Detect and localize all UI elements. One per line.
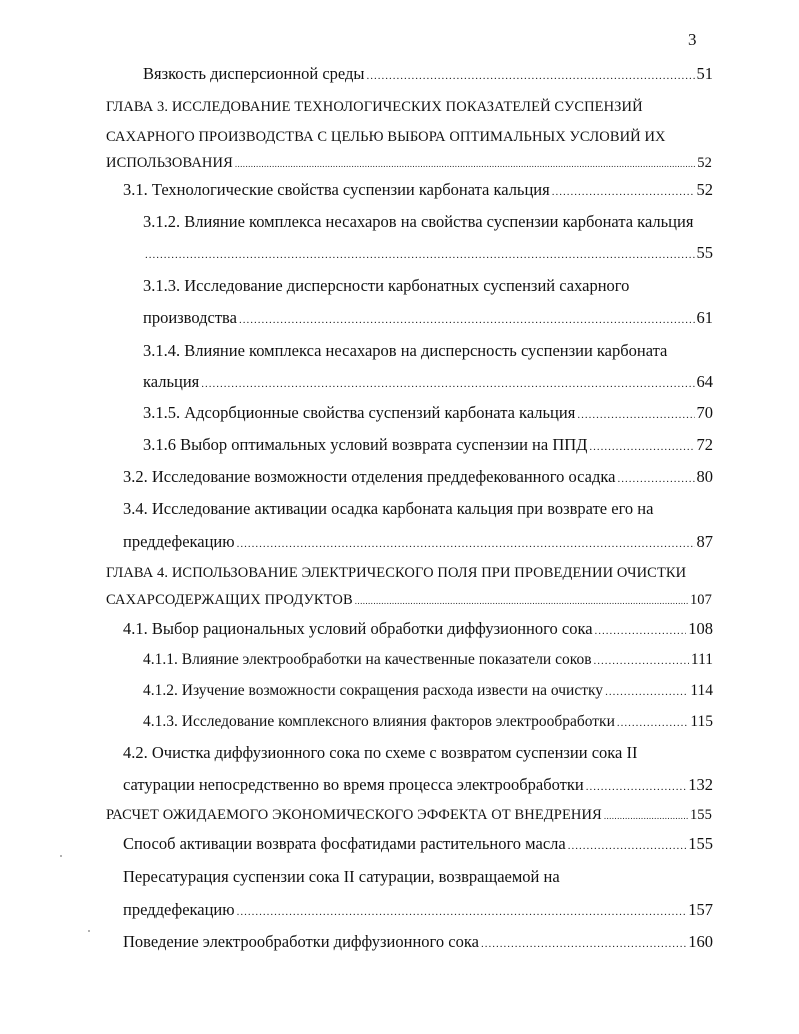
toc-entry-page: 115	[690, 713, 713, 730]
toc-entry-chapter-4	[106, 590, 712, 612]
dot-leader	[595, 621, 687, 641]
toc-entry-page: 114	[690, 682, 713, 699]
toc-entry-title: ИСПОЛЬЗОВАНИЯ	[106, 155, 233, 171]
toc-entry-page: 108	[688, 619, 713, 638]
dot-leader	[145, 245, 695, 265]
toc-chapter-3-line-1: ГЛАВА 3. ИССЛЕДОВАНИЕ ТЕХНОЛОГИЧЕСКИХ ПОКАЗАТЕЛЕЙ СУСПЕНЗИЙ	[106, 99, 643, 115]
dot-leader	[201, 374, 694, 394]
toc-entry-title: Вязкость дисперсионной среды	[143, 64, 365, 83]
toc-entry-title: 3.1.6 Выбор оптимальных условий возврата суспензии на ППД	[143, 435, 588, 454]
toc-entry-title: 4.1. Выбор рациональных условий обработки диффузионного сока	[123, 619, 593, 638]
toc-entry-page: 64	[696, 372, 713, 391]
toc-entry-page: 160	[688, 932, 713, 951]
scan-speck	[60, 855, 62, 857]
toc-entry-page: 52	[697, 155, 712, 171]
dot-leader	[604, 806, 688, 826]
toc-entry-4-1-3	[143, 712, 713, 734]
dot-leader	[235, 154, 695, 174]
dot-leader	[237, 534, 695, 554]
toc-entry-page: 107	[689, 592, 712, 608]
dot-leader	[594, 651, 689, 671]
toc-entry-electro-treatment	[123, 932, 713, 954]
toc-entry-activation-method	[123, 834, 713, 856]
toc-entry-title: преддефекацию	[123, 900, 235, 919]
toc-entry-3-4	[123, 532, 713, 554]
toc-entry-3-4-line-1: 3.4. Исследование активации осадка карбоната кальция при возврате его на	[123, 499, 654, 518]
scan-speck	[88, 930, 90, 932]
dot-leader	[367, 66, 695, 86]
toc-chapter-4-line-1: ГЛАВА 4. ИСПОЛЬЗОВАНИЕ ЭЛЕКТРИЧЕСКОГО ПОЛЯ ПРИ ПРОВЕДЕНИИ ОЧИСТКИ	[106, 565, 687, 581]
toc-entry-page: 157	[688, 900, 713, 919]
toc-chapter-3-line-2: САХАРНОГО ПРОИЗВОДСТВА С ЦЕЛЬЮ ВЫБОРА ОПТИМАЛЬНЫХ УСЛОВИЙ ИХ	[106, 129, 666, 145]
toc-entry-title: 3.1. Технологические свойства суспензии карбоната кальция	[123, 180, 550, 199]
toc-entry-4-1	[123, 619, 713, 641]
toc-entry-chapter-3	[106, 153, 712, 175]
toc-entry-4-1-1	[143, 650, 713, 672]
dot-leader	[589, 437, 694, 457]
toc-entry-title: 4.1.3. Исследование комплексного влияния факторов электрообработки	[143, 713, 615, 730]
toc-entry-4-2-line-1: 4.2. Очистка диффузионного сока по схеме с возвратом суспензии сока II	[123, 743, 638, 762]
toc-entry-3-1	[123, 180, 713, 202]
toc-entry-title: 3.1.5. Адсорбционные свойства суспензий карбоната кальция	[143, 403, 576, 422]
toc-entry-page: 80	[696, 467, 713, 486]
dot-leader	[355, 591, 688, 611]
toc-entry-3-1-3	[143, 308, 713, 330]
toc-entry-title: кальция	[143, 372, 200, 391]
toc-entry-title: 3.2. Исследование возможности отделения преддефекованного осадка	[123, 467, 616, 486]
toc-entry-page: 132	[688, 775, 713, 794]
toc-entry-title: 4.1.1. Влияние электрообработки на качественные показатели соков	[143, 651, 592, 668]
toc-entry-4-2	[123, 775, 713, 797]
toc-entry-3-1-4-line-1: 3.1.4. Влияние комплекса несахаров на дисперсность суспензии карбоната	[143, 341, 668, 360]
dot-leader	[605, 682, 688, 702]
page-number: 3	[688, 30, 697, 49]
dot-leader	[617, 469, 694, 489]
toc-entry-title: 4.1.2. Изучение возможности сокращения расхода извести на очистку	[143, 682, 604, 699]
dot-leader	[568, 836, 687, 856]
dot-leader	[237, 902, 687, 922]
dot-leader	[617, 713, 688, 733]
toc-entry-3-1-3-line-1: 3.1.3. Исследование дисперсности карбонатных суспензий сахарного	[143, 276, 630, 295]
toc-entry-page: 155	[689, 807, 712, 823]
toc-entry-page: 55	[696, 243, 713, 262]
toc-entry-page: 155	[688, 834, 713, 853]
toc-entry-title: САХАРСОДЕРЖАЩИХ ПРОДУКТОВ	[106, 592, 353, 608]
toc-entry-title: преддефекацию	[123, 532, 235, 551]
toc-entry-page: 70	[696, 403, 713, 422]
dot-leader	[239, 310, 695, 330]
toc-entry-page: 51	[696, 64, 713, 83]
toc-entry-resaturation	[123, 900, 713, 922]
toc-entry-title: Способ активации возврата фосфатидами растительного масла	[123, 834, 566, 853]
toc-entry-economic-effect	[106, 805, 712, 827]
toc-entry-page: 52	[696, 180, 713, 199]
toc-entry-title: Поведение электрообработки диффузионного сока	[123, 932, 479, 951]
dot-leader	[552, 182, 695, 202]
toc-entry-viscosity	[143, 64, 713, 86]
toc-entry-3-1-2-line-1: 3.1.2. Влияние комплекса несахаров на свойства суспензии карбоната кальция	[143, 212, 694, 231]
toc-entry-3-1-5	[143, 403, 713, 425]
toc-entry-page: 111	[690, 651, 713, 668]
toc-entry-3-1-6	[143, 435, 713, 457]
dot-leader	[577, 405, 694, 425]
dot-leader	[481, 934, 686, 954]
toc-entry-3-2	[123, 467, 713, 489]
toc-entry-resaturation-line-1: Пересатурация суспензии сока II сатурации, возвращаемой на	[123, 867, 560, 886]
toc-entry-page: 61	[696, 308, 713, 327]
toc-entry-title: РАСЧЕТ ОЖИДАЕМОГО ЭКОНОМИЧЕСКОГО ЭФФЕКТА ОТ ВНЕДРЕНИЯ	[106, 807, 602, 823]
toc-entry-4-1-2	[143, 681, 713, 703]
dot-leader	[586, 777, 687, 797]
toc-entry-3-1-2	[143, 243, 713, 265]
toc-entry-page: 72	[696, 435, 713, 454]
toc-entry-page: 87	[696, 532, 713, 551]
toc-entry-3-1-4	[143, 372, 713, 394]
toc-entry-title: сатурации непосредственно во время процесса электрообработки	[123, 775, 584, 794]
toc-entry-title: производства	[143, 308, 237, 327]
